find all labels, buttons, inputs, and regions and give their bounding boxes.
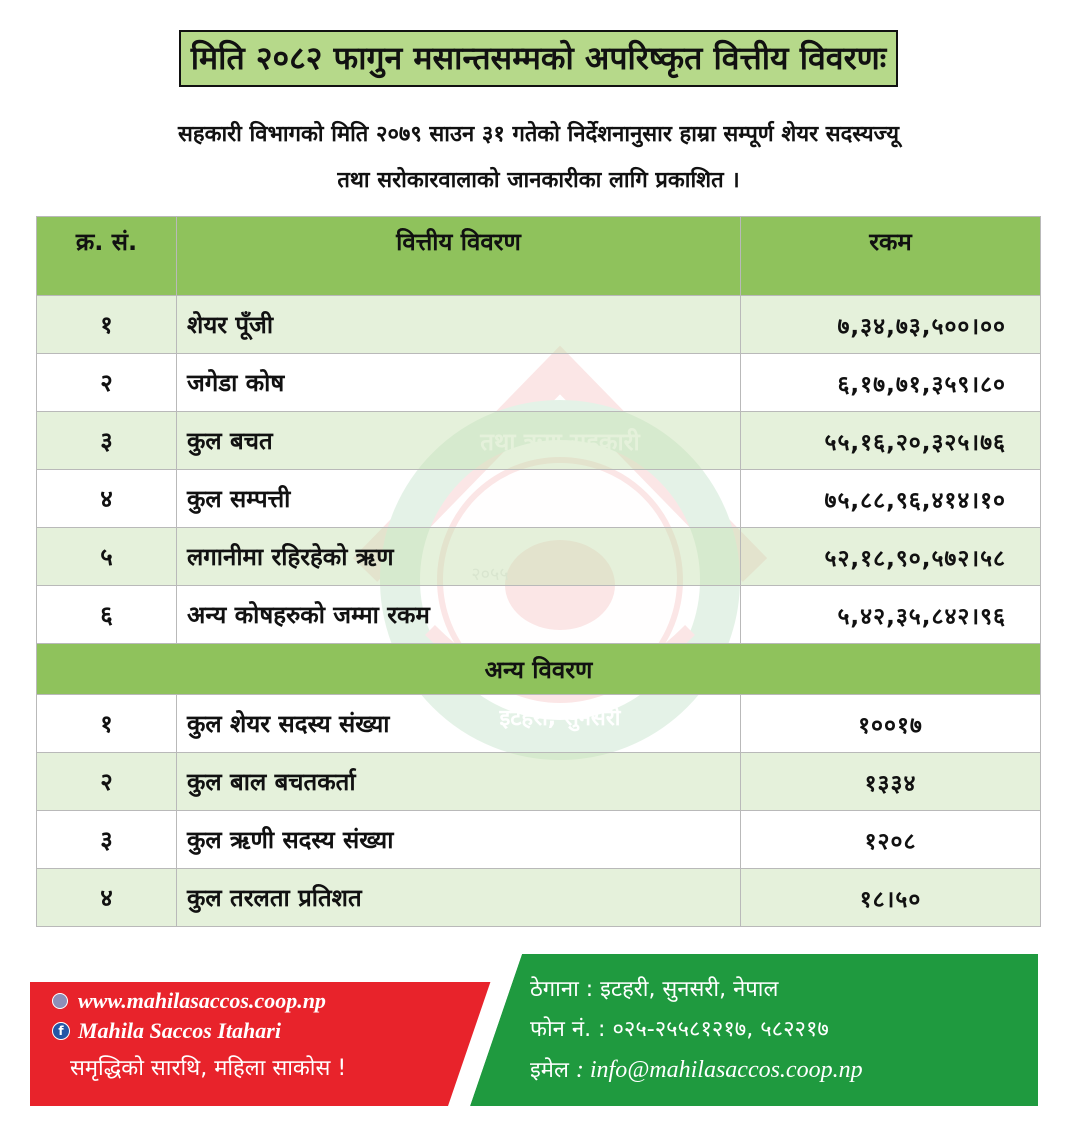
header-amount: रकम <box>741 217 1041 296</box>
row-amount: ७५,८८,९६,४१४।१० <box>741 470 1041 528</box>
row-amount: ५,४२,३५,८४२।९६ <box>741 586 1041 644</box>
table-row <box>37 470 1041 528</box>
table-row <box>37 695 1041 753</box>
table-row <box>37 528 1041 586</box>
table-row <box>37 753 1041 811</box>
title-wrap <box>0 30 1077 87</box>
row-desc: जगेडा कोष <box>177 354 741 412</box>
row-desc: कुल बाल बचतकर्ता <box>177 753 741 811</box>
row-sn: ४ <box>37 470 177 528</box>
phone: फोन नं. : ०२५-२५५८१२१७, ५८२२१७ <box>530 1017 829 1042</box>
row-value: १२०८ <box>741 811 1041 869</box>
facebook-link[interactable]: Mahila Saccos Itahari <box>78 1018 281 1043</box>
table-row <box>37 296 1041 354</box>
row-desc: कुल तरलता प्रतिशत <box>177 869 741 927</box>
header-desc: वित्तीय विवरण <box>177 217 741 296</box>
intro-line-2: तथा सरोकारवालाको जानकारीका लागि प्रकाशित । <box>337 168 740 193</box>
address: ठेगाना : इटहरी, सुनसरी, नेपाल <box>530 977 779 1002</box>
other-details-heading: अन्य विवरण <box>37 644 1041 695</box>
website-link[interactable]: www.mahilasaccos.coop.np <box>78 988 326 1013</box>
globe-icon <box>52 993 68 1009</box>
facebook-icon: f <box>52 1022 70 1040</box>
row-value: १८।५० <box>741 869 1041 927</box>
row-value: १००१७ <box>741 695 1041 753</box>
row-desc: कुल शेयर सदस्य संख्या <box>177 695 741 753</box>
row-sn: २ <box>37 753 177 811</box>
facebook-line[interactable] <box>52 1016 346 1046</box>
email-line <box>530 1050 863 1090</box>
email-link[interactable]: : info@mahilasaccos.coop.np <box>575 1057 863 1083</box>
row-amount: ५५,१६,२०,३२५।७६ <box>741 412 1041 470</box>
website-line[interactable] <box>52 986 346 1016</box>
page-title: मिति २०८२ फागुन मसान्तसम्मको अपरिष्कृत वित्तीय विवरणः <box>179 30 899 87</box>
header-sn: क्र. सं. <box>37 217 177 296</box>
row-sn: ४ <box>37 869 177 927</box>
footer-right <box>530 970 863 1090</box>
table-row <box>37 811 1041 869</box>
row-value: १३३४ <box>741 753 1041 811</box>
table-row <box>37 412 1041 470</box>
row-amount: ७,३४,७३,५००।०० <box>741 296 1041 354</box>
row-sn: १ <box>37 695 177 753</box>
row-desc: अन्य कोषहरुको जम्मा रकम <box>177 586 741 644</box>
row-desc: कुल बचत <box>177 412 741 470</box>
row-sn: १ <box>37 296 177 354</box>
intro-line-1: सहकारी विभागको मिति २०७९ साउन ३१ गतेको निर्देशनानुसार हाम्रा सम्पूर्ण शेयर सदस्यज्यू <box>178 122 899 147</box>
row-sn: ३ <box>37 811 177 869</box>
row-amount: ५२,१८,९०,५७२।५८ <box>741 528 1041 586</box>
financial-table <box>36 216 1041 927</box>
footer-left <box>52 986 346 1082</box>
row-desc: शेयर पूँजी <box>177 296 741 354</box>
row-sn: ३ <box>37 412 177 470</box>
row-desc: कुल सम्पत्ती <box>177 470 741 528</box>
email-label: इमेल <box>530 1058 569 1083</box>
row-desc: कुल ऋणी सदस्य संख्या <box>177 811 741 869</box>
footer-banner <box>30 954 1038 1106</box>
table-row <box>37 354 1041 412</box>
row-sn: २ <box>37 354 177 412</box>
row-amount: ६,१७,७१,३५९।८० <box>741 354 1041 412</box>
row-desc: लगानीमा रहिरहेको ऋण <box>177 528 741 586</box>
other-details-heading-row <box>37 644 1041 695</box>
slogan: समृद्धिको सारथि, महिला साकोस ! <box>70 1056 347 1081</box>
row-sn: ६ <box>37 586 177 644</box>
row-sn: ५ <box>37 528 177 586</box>
table-row <box>37 869 1041 927</box>
table-header-row <box>37 217 1041 296</box>
intro-text <box>20 112 1057 204</box>
table-row <box>37 586 1041 644</box>
